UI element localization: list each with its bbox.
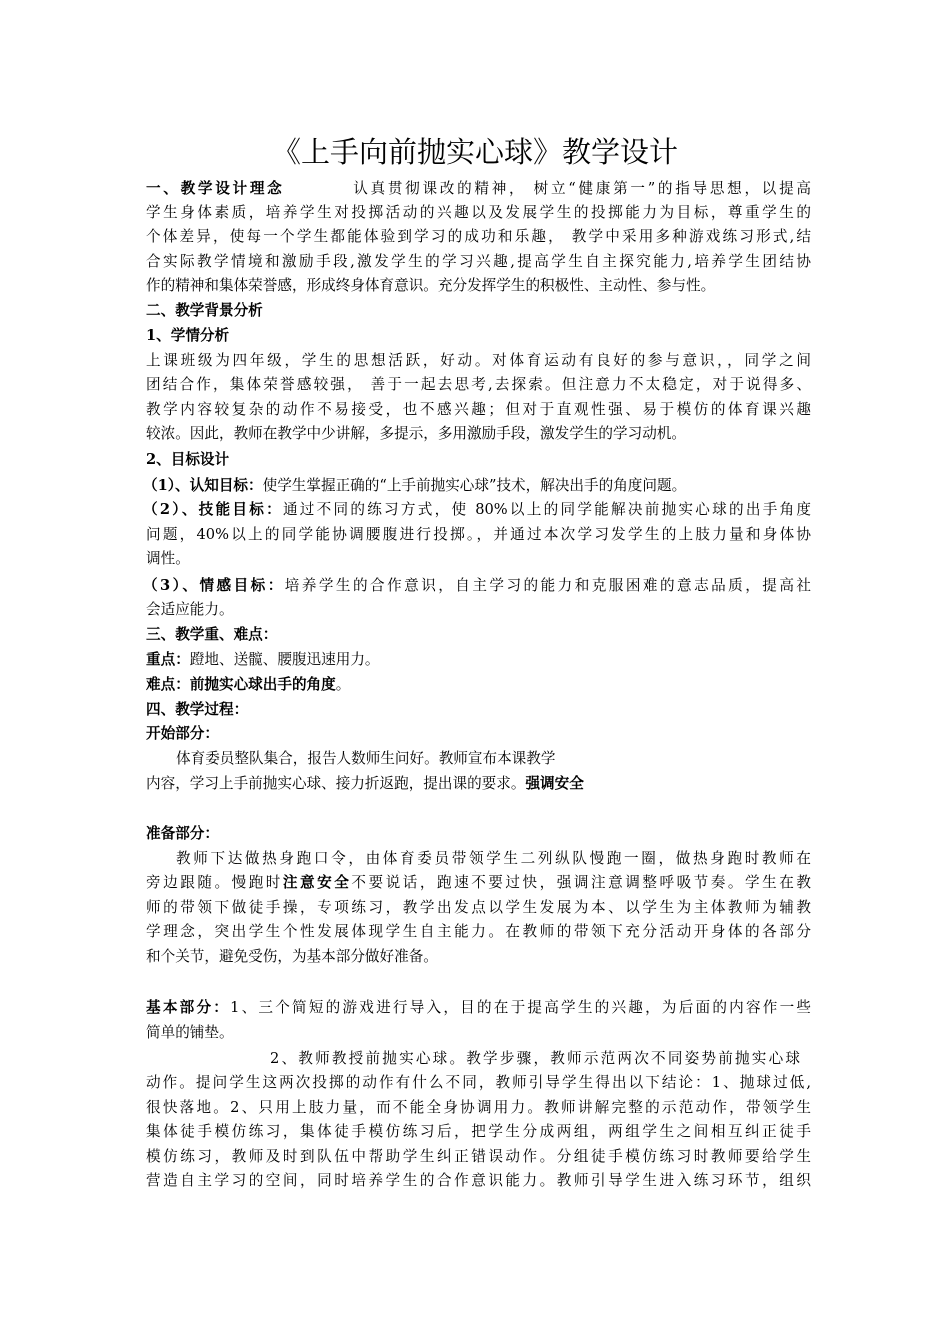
section-1-line: 个体差异，使每一个学生都能体验到学习的成功和乐趣， 教学中采用多种游戏练习形式,结 (146, 228, 811, 245)
subsection-goal-row (146, 448, 811, 472)
basic-line: 2、教师教授前抛实心球。教学步骤，教师示范两次不同姿势前抛实心球 (270, 1050, 800, 1067)
prep-text-a: 旁边跟随。慢跑时 (146, 874, 283, 891)
goal-affective-text: 培养学生的合作意识，自主学习的能力和克服困难的意志品质，提高社 (284, 577, 811, 594)
section-1-first-line (146, 177, 811, 201)
document-title: 《上手向前抛实心球》教学设计 (271, 135, 678, 169)
prep-part-row (146, 822, 811, 846)
section-2-heading-row (146, 299, 811, 323)
prep-line: 教师下达做热身跑口令，由体育委员带领学生二列纵队慢跑一圈，做热身跑时教师在 (176, 850, 811, 867)
prep-line: 学理念，突出学生个性发展体现学生自主能力。在教师的带领下充分活动开身体的各部分 (146, 923, 811, 940)
section-4-heading: 四、教学过程： (146, 701, 249, 718)
learner-line: 上课班级为四年级，学生的思想活跃，好动。对体育运动有良好的参与意识，，同学之间 (146, 352, 811, 369)
start-part-heading: 开始部分： (146, 725, 219, 742)
goal-cognitive-text: 使学生掌握正确的“上手前抛实心球”技术，解决出手的角度问题。 (262, 477, 687, 494)
goal-affective-label: （3）、情感目标： (143, 577, 285, 594)
learner-line: 团结合作，集体荣誉感较强， 善于一起去思考,去探索。但注意力不太稳定，对于说得多、 (146, 376, 811, 393)
prep-emphasis: 注意安全 (282, 874, 352, 891)
key-point (146, 648, 811, 672)
subsection-learner-heading: 1、学情分析 (146, 327, 230, 344)
difficult-point-text: 难点：前抛实心球出手的角度 (146, 676, 336, 693)
prep-line: 和个关节，避免受伤，为基本部分做好准备。 (146, 948, 438, 965)
subsection-goal-heading: 2、目标设计 (146, 451, 230, 468)
learner-line: 较浓。因此，教师在教学中少讲解，多提示，多用激励手段，激发学生的学习动机。 (146, 425, 686, 442)
goal-cognitive-label: （1）、认知目标： (143, 477, 263, 494)
prep-text-b: 不要说话，跑速不要过快，强调注意调整呼吸节奏。学生在教 (351, 874, 811, 891)
section-1-heading: 一、教学设计理念 (146, 180, 285, 197)
key-point-label: 重点： (146, 651, 190, 668)
basic-line: 集体徒手模仿练习，集体徒手模仿练习后，把学生分成两组，两组学生之间相互纠正徒手 (146, 1123, 811, 1140)
learner-line: 教学内容较复杂的动作不易接受，也不感兴趣；但对于直观性强、易于模仿的体育课兴趣 (146, 401, 811, 418)
basic-line: 模仿练习，教师及时到队伍中帮助学生纠正错误动作。分组徒手模仿练习时教师要给学生 (146, 1148, 811, 1165)
goal-affective (143, 574, 811, 598)
goal-skill-line: 调性。 (146, 550, 190, 567)
goal-skill-line: 问题，40%以上的同学能协调腰腹进行投掷。，并通过本次学习发学生的上肢力量和身体协 (146, 526, 811, 543)
basic-part-text: 1、三个简短的游戏进行导入，目的在于提高学生的兴趣，为后面的内容作一些 (230, 999, 811, 1016)
start-part-line-2 (146, 772, 811, 796)
section-1-line: 学生身体素质，培养学生对投掷活动的兴趣以及发展学生的投掷能力为目标，尊重学生的 (146, 204, 811, 221)
prep-line-2 (146, 871, 811, 895)
section-4-heading-row (146, 698, 811, 722)
basic-line: 简单的铺垫。 (146, 1024, 234, 1041)
basic-line: 动作。提问学生这两次投掷的动作有什么不同，教师引导学生得出以下结论：1、抛球过低, (146, 1074, 811, 1091)
section-3-heading: 三、教学重、难点： (146, 626, 278, 643)
section-3-heading-row (146, 623, 811, 647)
section-1-line: 认真贯彻课改的精神， 树立“健康第一”的指导思想，以提高 (350, 180, 811, 197)
goal-affective-line: 会适应能力。 (146, 601, 234, 618)
goal-skill-text: 通过不同的练习方式，使 80%以上的同学能解决前抛实心球的出手角度 (282, 501, 811, 518)
prep-line: 师的带领下做徒手操，专项练习，教学出发点以学生发展为本、以学生为主体教师为辅教 (146, 899, 811, 916)
section-1-line: 合实际教学情境和激励手段,激发学生的学习兴趣,提高学生自主探究能力,培养学生团结协 (146, 253, 811, 270)
goal-skill-label: （2）、技能目标： (143, 501, 283, 518)
start-part-row (146, 722, 811, 746)
basic-part-heading: 基本部分： (146, 999, 231, 1016)
section-2-heading: 二、教学背景分析 (146, 302, 263, 319)
section-1-line: 作的精神和集体荣誉感，形成终身体育意识。充分发挥学生的积极性、主动性、参与性。 (146, 277, 716, 294)
prep-part-heading: 准备部分： (146, 825, 219, 842)
basic-part-first-line (146, 996, 811, 1020)
start-part-line: 体育委员整队集合，报告人数师生问好。教师宣布本课教学 (176, 750, 556, 767)
start-part-text: 内容，学习上手前抛实心球、接力折返跑，提出课的要求。 (146, 775, 526, 792)
goal-cognitive (143, 474, 808, 498)
basic-line: 很快落地。2、只用上肢力量，而不能全身协调用力。教师讲解完整的示范动作，带领学生 (146, 1099, 811, 1116)
key-point-text: 蹬地、送髋、腰腹迅速用力。 (189, 651, 380, 668)
difficult-point (146, 673, 811, 697)
subsection-learner-row (146, 324, 811, 348)
goal-skill (143, 498, 811, 522)
start-part-emphasis: 强调安全 (525, 775, 584, 792)
basic-line: 营造自主学习的空间，同时培养学生的合作意识能力。教师引导学生进入练习环节，组织 (146, 1172, 811, 1189)
difficult-point-period: 。 (335, 676, 351, 693)
